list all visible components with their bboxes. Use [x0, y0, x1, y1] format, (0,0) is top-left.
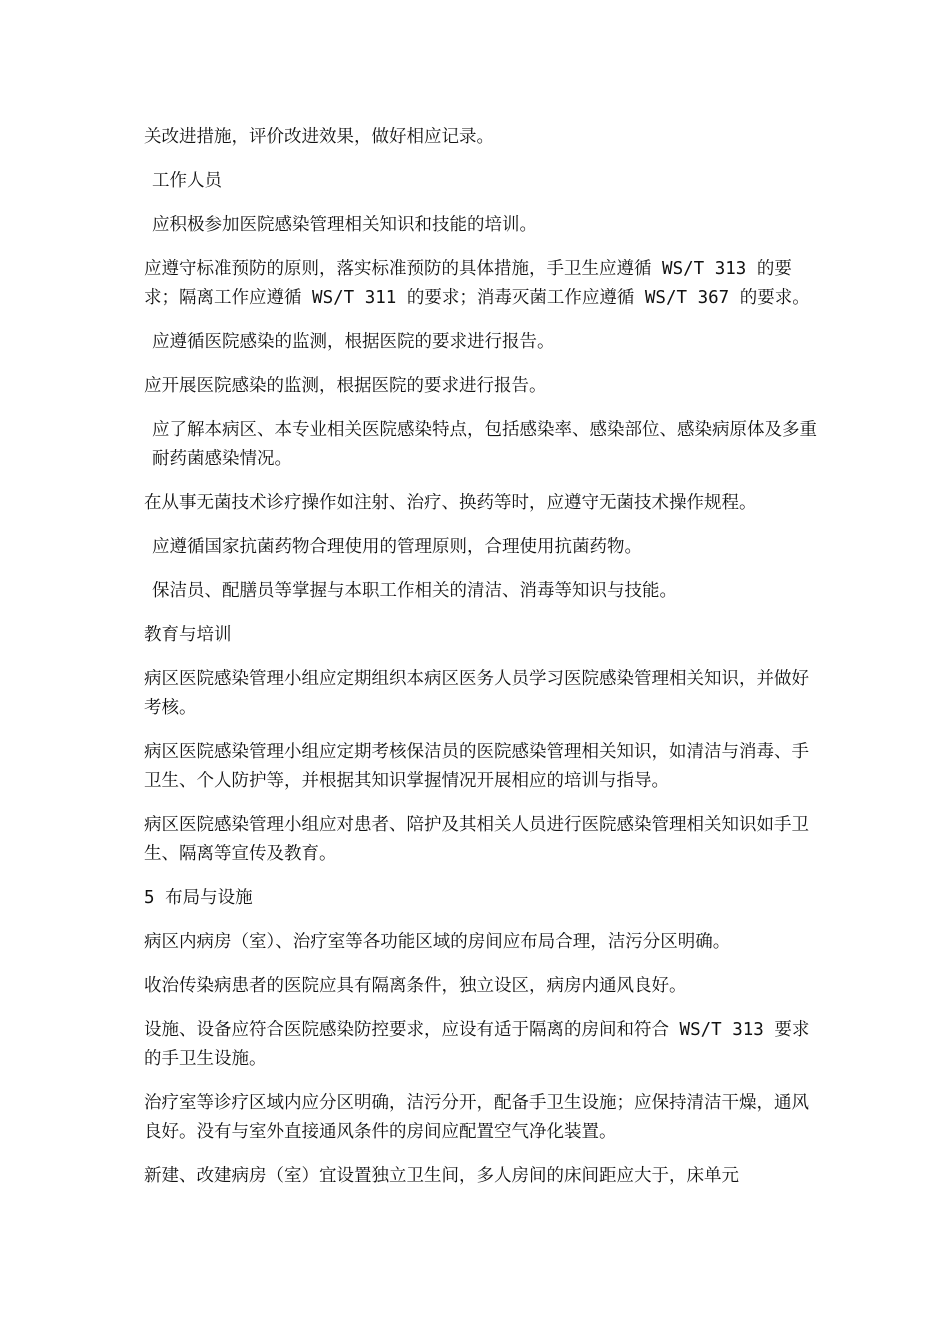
paragraph: 保洁员、配膳员等掌握与本职工作相关的清洁、消毒等知识与技能。 [152, 581, 677, 601]
paragraph: 应积极参加医院感染管理相关知识和技能的培训。 [152, 215, 537, 235]
section-heading: 5 布局与设施 [144, 888, 253, 908]
paragraph: 关改进措施，评价改进效果，做好相应记录。 [144, 127, 494, 147]
paragraph: 病区医院感染管理小组应对患者、陪护及其相关人员进行医院感染管理相关知识如手卫生、隔离等宣传及教育。 [144, 815, 809, 864]
document-page [144, 123, 824, 1206]
paragraph: 设施、设备应符合医院感染防控要求，应设有适于隔离的房间和符合 WS/T 313 要求的手卫生设施。 [144, 1020, 810, 1069]
paragraph: 治疗室等诊疗区域内应分区明确，洁污分开，配备手卫生设施；应保持清洁干燥，通风良好。没有与室外直接通风条件的房间应配置空气净化装置。 [144, 1093, 809, 1142]
paragraph: 病区医院感染管理小组应定期组织本病区医务人员学习医院感染管理相关知识，并做好考核。 [144, 669, 809, 718]
paragraph: 应了解本病区、本专业相关医院感染特点，包括感染率、感染部位、感染病原体及多重耐药菌感染情况。 [152, 420, 817, 469]
paragraph: 新建、改建病房（室）宜设置独立卫生间，多人房间的床间距应大于，床单元 [144, 1166, 739, 1186]
paragraph: 收治传染病患者的医院应具有隔离条件，独立设区，病房内通风良好。 [144, 976, 687, 996]
paragraph: 在从事无菌技术诊疗操作如注射、治疗、换药等时，应遵守无菌技术操作规程。 [144, 493, 757, 513]
paragraph: 病区医院感染管理小组应定期考核保洁员的医院感染管理相关知识，如清洁与消毒、手卫生、个人防护等，并根据其知识掌握情况开展相应的培训与指导。 [144, 742, 809, 791]
paragraph: 应遵守标准预防的原则，落实标准预防的具体措施，手卫生应遵循 WS/T 313 的要求；隔离工作应遵循 WS/T 311 的要求；消毒灭菌工作应遵循 WS/T 367 的要求。 [144, 259, 810, 308]
paragraph: 病区内病房（室）、治疗室等各功能区域的房间应布局合理，洁污分区明确。 [144, 932, 731, 952]
paragraph: 应遵循医院感染的监测，根据医院的要求进行报告。 [152, 332, 555, 352]
paragraph: 应遵循国家抗菌药物合理使用的管理原则，合理使用抗菌药物。 [152, 537, 642, 557]
section-heading: 教育与培训 [144, 625, 232, 645]
section-heading: 工作人员 [152, 171, 222, 191]
paragraph: 应开展医院感染的监测，根据医院的要求进行报告。 [144, 376, 547, 396]
